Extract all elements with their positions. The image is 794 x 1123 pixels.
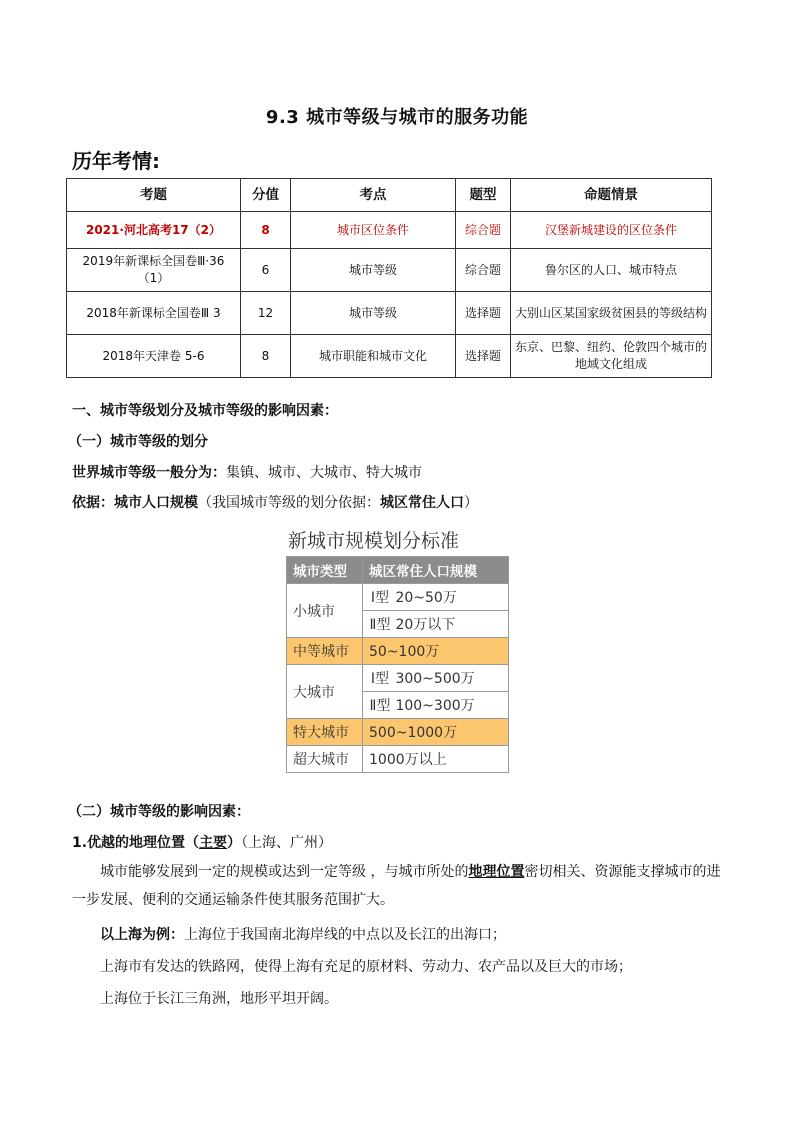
factor-1-line <box>72 832 332 852</box>
cell-score: 8 <box>241 212 291 249</box>
cell-score: 6 <box>241 249 291 292</box>
header-score: 分值 <box>241 179 291 212</box>
scale-row-large-1 <box>287 665 509 692</box>
scale-row-medium <box>287 638 509 665</box>
cell-scenario: 东京、巴黎、纽约、伦敦四个城市的地域文化组成 <box>511 335 712 378</box>
section-1-2-heading: （二）城市等级的影响因素： <box>68 804 250 820</box>
cell-score: 8 <box>241 335 291 378</box>
cell-point: 城市等级 <box>291 249 456 292</box>
page-title: 9.3 城市等级与城市的服务功能 <box>265 107 529 128</box>
factor-1-label-end: ） <box>227 835 242 851</box>
cell-scenario: 汉堡新城建设的区位条件 <box>511 212 712 249</box>
scale-roman: Ⅰ型 <box>370 671 390 687</box>
scale-roman: Ⅰ型 <box>370 590 390 606</box>
header-point: 考点 <box>291 179 456 212</box>
table-row <box>67 292 712 335</box>
table-row <box>67 212 712 249</box>
scale-header-type: 城市类型 <box>287 557 363 584</box>
scale-value: 100~300万 <box>395 698 475 714</box>
cell-point: 城市等级 <box>291 292 456 335</box>
scale-row-huge <box>287 719 509 746</box>
scale-type-mega: 超大城市 <box>287 746 363 773</box>
cell-point: 城市区位条件 <box>291 212 456 249</box>
cell-exam: 2021·河北高考17（2） <box>67 212 241 249</box>
cell-type: 选择题 <box>456 335 511 378</box>
basis-note-open: （我国城市等级的划分依据： <box>198 495 380 511</box>
basis-note-close: ） <box>464 495 478 511</box>
scale-value: 20万以下 <box>395 617 456 633</box>
section-heading-exam-history: 历年考情: <box>72 149 160 173</box>
para-text-b: 密切相关、资源能支撑城市的进一步发展、便利的交通运输条件使其服务范围扩大。 <box>72 864 721 908</box>
world-grade-label: 世界城市等级一般分为： <box>72 465 226 481</box>
scale-type-large: 大城市 <box>287 665 363 719</box>
example-line-1 <box>100 924 506 944</box>
basis-note-bold: 城区常住人口 <box>380 495 464 511</box>
cell-exam: 2019年新课标全国卷Ⅲ·36（1） <box>67 249 241 292</box>
exam-history-table <box>66 178 712 378</box>
cell-scenario: 鲁尔区的人口、城市特点 <box>511 249 712 292</box>
basis-line <box>72 492 478 512</box>
scale-type-huge: 特大城市 <box>287 719 363 746</box>
cell-exam: 2018年天津卷 5-6 <box>67 335 241 378</box>
basis-label: 依据： <box>72 495 114 511</box>
scale-roman: Ⅱ型 <box>369 617 391 633</box>
para-text-a: 城市能够发展到一定的规模或达到一定等级 ，与城市所处的 <box>100 864 469 880</box>
section-1-1-heading: （一）城市等级的划分 <box>68 434 208 450</box>
cell-point: 城市职能和城市文化 <box>291 335 456 378</box>
scale-header-population: 城区常住人口规模 <box>363 557 509 584</box>
scale-value: 50~100万 <box>363 638 509 665</box>
world-grade-value: 集镇、城市、大城市、特大城市 <box>226 465 422 481</box>
cell-type: 综合题 <box>456 249 511 292</box>
cell-exam: 2018年新课标全国卷Ⅲ 3 <box>67 292 241 335</box>
cell-scenario: 大别山区某国家级贫困县的等级结构 <box>511 292 712 335</box>
factor-1-example: （上海、广州） <box>241 835 333 851</box>
scale-value: 1000万以上 <box>363 746 509 773</box>
factor-1-key: 主要 <box>199 835 228 851</box>
scale-type-small: 小城市 <box>287 584 363 638</box>
scale-row-mega <box>287 746 509 773</box>
world-grade-line <box>72 462 422 482</box>
city-scale-standard-figure <box>286 528 508 773</box>
scale-figure-title: 新城市规模划分标准 <box>288 530 460 552</box>
paragraph-location <box>72 858 722 914</box>
scale-row-small-1 <box>287 584 509 611</box>
factor-1-label: 1.优越的地理位置（ <box>72 835 200 851</box>
cell-type: 选择题 <box>456 292 511 335</box>
example-line-3: 上海位于长江三角洲，地形平坦开阔。 <box>100 991 338 1007</box>
table-header-row <box>67 179 712 212</box>
cell-type: 综合题 <box>456 212 511 249</box>
scale-value: 20~50万 <box>395 590 457 606</box>
example-label: 以上海为例： <box>100 927 184 943</box>
scale-roman: Ⅱ型 <box>369 698 391 714</box>
scale-header-row <box>287 557 509 584</box>
header-scenario: 命题情景 <box>511 179 712 212</box>
scale-value: 500~1000万 <box>363 719 509 746</box>
basis-main: 城市人口规模 <box>114 495 198 511</box>
scale-value: 300~500万 <box>395 671 475 687</box>
table-row <box>67 249 712 292</box>
example-line-2: 上海市有发达的铁路网，使得上海有充足的原材料、劳动力、农产品以及巨大的市场； <box>100 959 632 975</box>
table-row <box>67 335 712 378</box>
header-exam: 考题 <box>67 179 241 212</box>
scale-type-medium: 中等城市 <box>287 638 363 665</box>
example-text-1: 上海位于我国南北海岸线的中点以及长江的出海口； <box>184 927 506 943</box>
section-1-heading: 一、城市等级划分及城市等级的影响因素： <box>72 403 338 419</box>
header-type: 题型 <box>456 179 511 212</box>
city-scale-table <box>286 556 509 773</box>
cell-score: 12 <box>241 292 291 335</box>
para-key-location: 地理位置 <box>468 864 525 880</box>
